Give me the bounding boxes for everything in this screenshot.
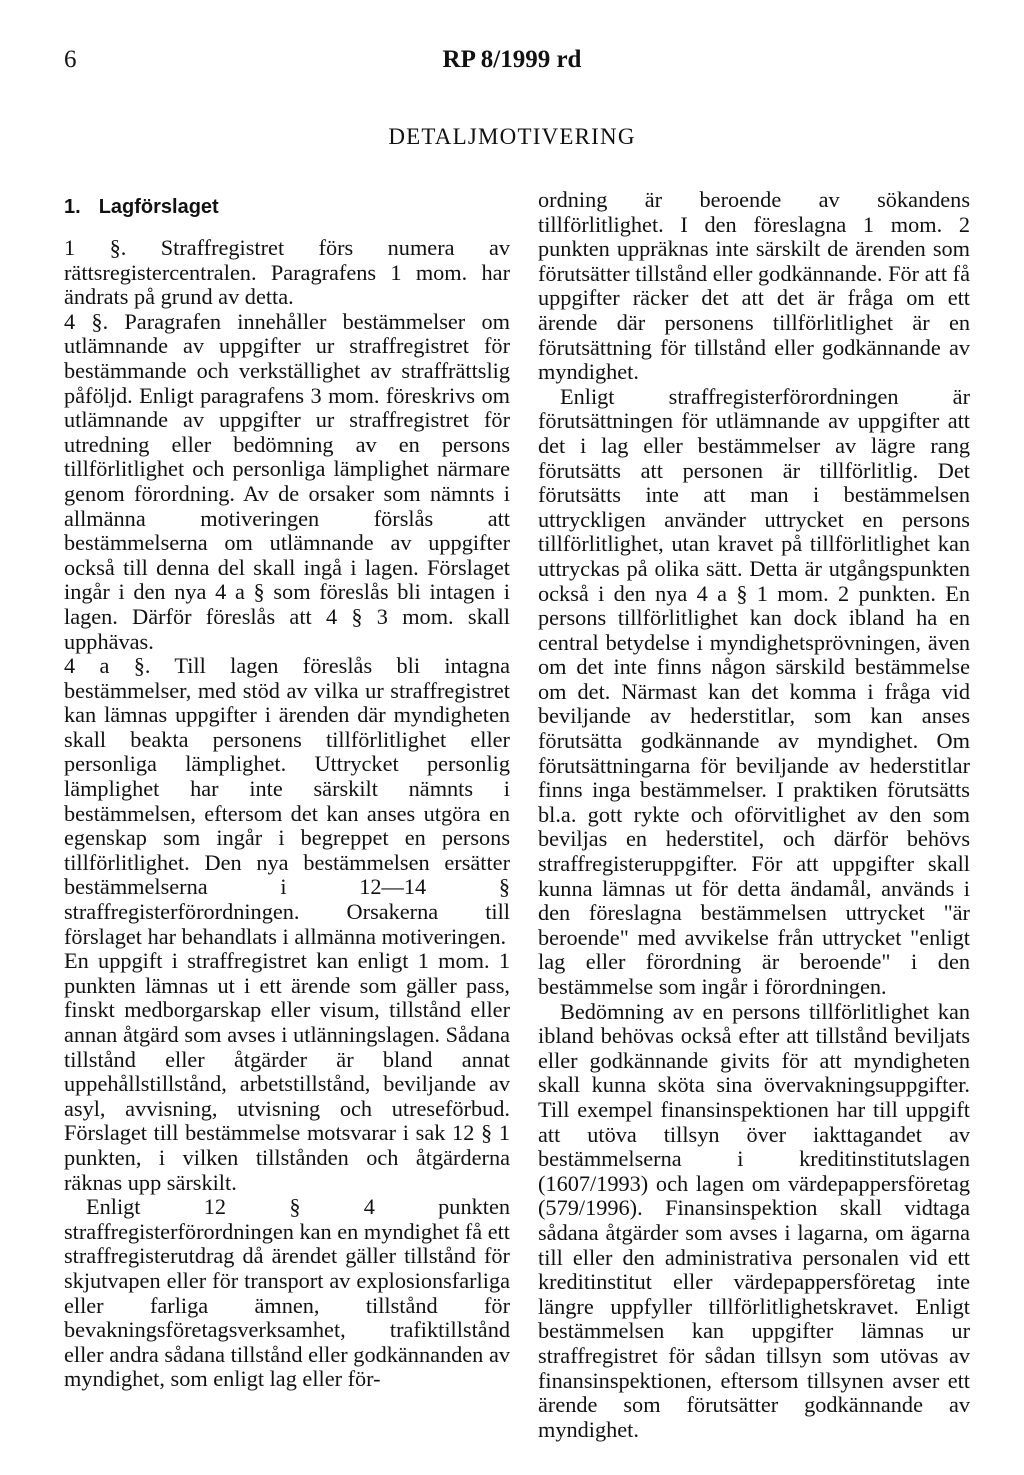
right-column bbox=[538, 188, 970, 1442]
heading-text: Lagförslaget bbox=[98, 196, 219, 218]
page-number: 6 bbox=[64, 46, 77, 73]
paragraph-continuation: ordning är beroende av sökandens tillförlitlighet. I den föreslagna 1 mom. 2 punkten uppräknas inte särskilt de ärenden som förutsätter tillstånd eller godkännande. För att få uppgifter räcker det att det är fråga om ett ärende där personens tillförlitlighet är en förutsättning för tillstånd eller godkännande av myndighet. bbox=[538, 187, 970, 385]
paragraph-second-item: Enligt 12 § 4 punkten straffregisterförordningen kan en myndighet få ett straffregisterutdrag då ärendet gäller tillstånd för skjutvapen eller för transport av explosionsfarliga eller farliga ämnen, tillstånd för bevakningsföretagsverksamhet, trafiktillstånd eller andra sådana tillstånd eller godkännanden av myndighet, som enligt lag eller för- bbox=[64, 1194, 510, 1392]
left-column bbox=[64, 236, 510, 1392]
paragraph-supervision: Bedömning av en persons tillförlitlighet kan ibland behövas också efter att tillstånd beviljats eller godkännande givits för att myndigheten skall kunna sköta sina övervakningsuppgifter. Till exempel finansinspektionen har till uppgift att utöva tillsyn över iakttagandet av bestämmelserna i kreditinstitutslagen (1607/1993) och lagen om värdepappersföretag (579/1996). Finansinspektion skall vidtaga sådana åtgärder som avses i lagarna, om ägarna till eller den administrativa personalen vid ett kreditinstitut eller värdepappersföretag inte längre uppfyller tillförlitlighetskravet. Enligt bestämmelsen kan uppgifter lämnas ur straffregistret för sådan tillsyn som utövas av finansinspektionen, eftersom tillsynen avser ett ärende som förutsätter godkännande av myndighet. bbox=[538, 998, 970, 1442]
heading-number: 1. bbox=[64, 196, 81, 218]
section-title: DETALJMOTIVERING bbox=[388, 124, 636, 149]
paragraph-4-section: 4 §. Paragrafen innehåller bestämmelser om utlämnande av uppgifter ur straffregistret för bestämmande och verkställighet av straffrättslig påföljd. Enligt paragrafens 3 mom. föreskrivs om utlämnande av uppgifter ur straffregistret för utredning eller bedömning av en persons tillförlitlighet och personliga lämplighet närmare genom förordning. Av de orsaker som nämnts i allmänna motiveringen förslås att bestämmelserna om utlämnande av uppgifter också till denna del skall ingå i lagen. Förslaget ingår i den nya 4 a § som föreslås bli intagen i lagen. Därför föreslås att 4 § 3 mom. skall upphävas. bbox=[64, 308, 510, 654]
running-head: RP 8/1999 rd bbox=[442, 46, 582, 73]
section-heading bbox=[64, 196, 219, 219]
paragraph-4a-section: 4 a §. Till lagen föreslås bli intagna bestämmelser, med stöd av vilka ur straffregistret kan lämnas uppgifter i ärenden där myndigheten skall beakta personens tillförlitlighet eller personliga lämplighet. Uttrycket personlig lämplighet har inte särskilt nämnts i bestämmelsen, eftersom det kan anses utgöra en egenskap som ingår i begreppet en persons tillförlitlighet. Den nya bestämmelsen ersätter bestämmelserna i 12—14 § straffregisterförordningen. Orsakerna till förslaget har behandlats i allmänna motiveringen. bbox=[64, 653, 510, 949]
paragraph-1-section: 1 §. Straffregistret förs numera av rättsregistercentralen. Paragrafens 1 mom. har ändrats på grund av detta. bbox=[64, 235, 510, 310]
paragraph-requirement: Enligt straffregisterförordningen är förutsättningen för utlämnande av uppgifter att det i lag eller bestämmelser av lägre rang förutsätts att personen är tillförlitlig. Det förutsätts inte att man i bestämmelsen uttryckligen använder uttrycket en persons tillförlitlighet, utan kravet på tillförlitlighet kan uttryckas på olika sätt. Detta är utgångspunkten också i den nya 4 a § 1 mom. 2 punkten. En persons tillförlitlighet kan dock ibland ha en central betydelse i myndighetsprövningen, även om det inte finns någon särskild bestämmelse om det. Närmast kan det komma i fråga vid beviljande av hederstitlar, som kan anses förutsätta godkännande av myndighet. Om förutsättningarna för beviljande av hederstitlar finns inga bestämmelser. I praktiken förutsätts bl.a. gott rykte och oförvitlighet av den som beviljas en hederstitel, och därför behövs straffregisteruppgifter. För att uppgifter skall kunna lämnas ut för detta ändamål, används i den föreslagna bestämmelsen uttrycket "är beroende" med avvikelse från uttrycket "enligt lag eller förordning är beroende" i den bestämmelse som ingår i förordningen. bbox=[538, 383, 970, 999]
paragraph-first-item: En uppgift i straffregistret kan enligt 1 mom. 1 punkten lämnas ut i ett ärende som gäller pass, finskt medborgarskap eller visum, tillstånd eller annan åtgärd som avses i utlänningslagen. Sådana tillstånd eller åtgärder är bland annat uppehållstillstånd, arbetstillstånd, beviljande av asyl, avvisning, utvisning och utreseförbud. Förslaget till bestämmelse motsvarar i sak 12 § 1 punkten, i vilken tillstånden och åtgärderna räknas upp särskilt. bbox=[64, 948, 510, 1195]
